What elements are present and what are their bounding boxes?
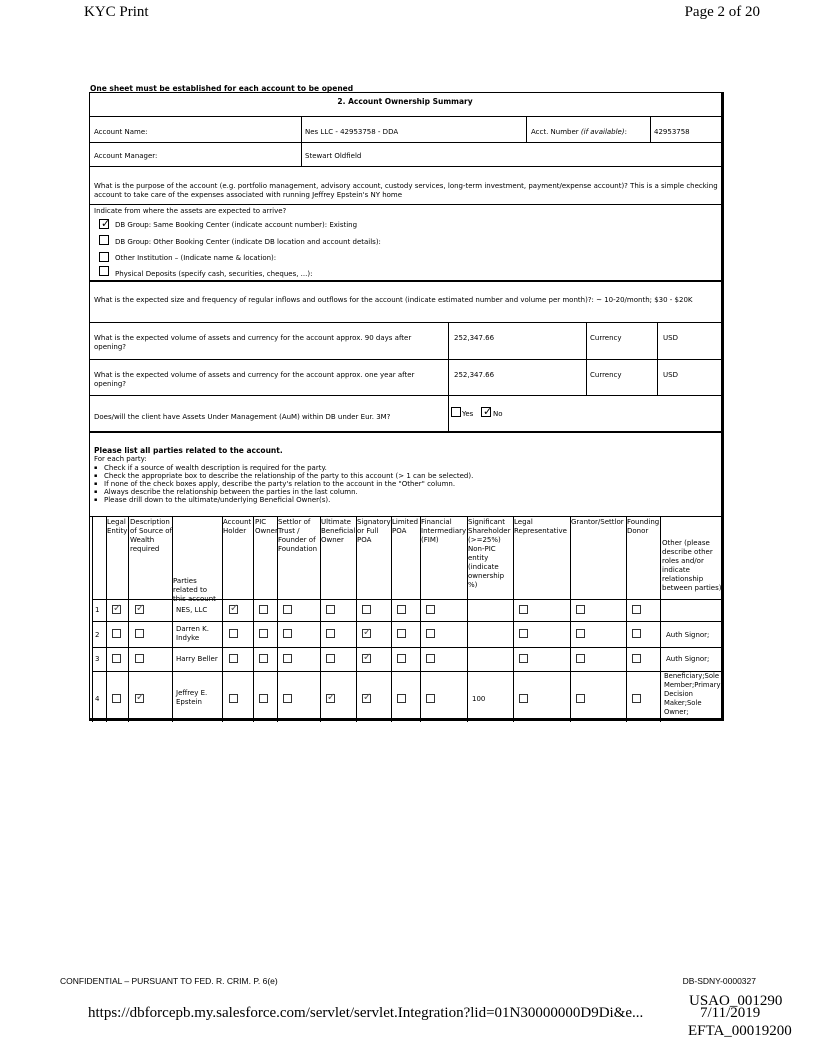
row-number: 3: [95, 655, 100, 663]
row4-settlor-checkbox[interactable]: [283, 694, 292, 703]
row1-legal-entity-checkbox[interactable]: [112, 605, 121, 614]
origin-other-booking-checkbox[interactable]: [99, 235, 109, 245]
instruction-item: ▪ Check if a source of wealth description is required for the party.: [94, 464, 718, 472]
col-header-grantor-settlor: Grantor/Settlor: [571, 518, 624, 526]
row4-legal-entity-checkbox[interactable]: [112, 694, 121, 703]
volume-90-days-amount: 252,347.66: [454, 334, 495, 342]
row3-description-checkbox[interactable]: [135, 654, 144, 663]
row4-founding-donor-checkbox[interactable]: [632, 694, 641, 703]
aum-yes-checkbox[interactable]: [451, 407, 461, 417]
row2-legal-rep-checkbox[interactable]: [519, 629, 528, 638]
efta-stamp: EFTA_00019200: [688, 1023, 792, 1039]
volume-one-year-currency-label: Currency: [590, 371, 622, 379]
print-url: https://dbforcepb.my.salesforce.com/servlet/servlet.Integration?lid=01N30000000D9Di&e...: [88, 1005, 644, 1021]
col-header-legal-representative: Legal Representative: [514, 518, 567, 535]
row1-pic-owner-checkbox[interactable]: [259, 605, 268, 614]
row2-founding-donor-checkbox[interactable]: [632, 629, 641, 638]
col-header-fim: Financial Intermediary (FIM): [421, 518, 467, 544]
row4-grantor-checkbox[interactable]: [576, 694, 585, 703]
row2-pic-owner-checkbox[interactable]: [259, 629, 268, 638]
row2-settlor-checkbox[interactable]: [283, 629, 292, 638]
parties-instructions: [94, 464, 718, 504]
col-header-legal-entity: Legal Entity: [107, 518, 128, 535]
origin-option-label: DB Group: Other Booking Center (indicate DB location and account details):: [115, 238, 381, 246]
origin-option-label: Physical Deposits (specify cash, securities, cheques, ...):: [115, 270, 313, 278]
account-name-value: Nes LLC - 42953758 - DDA: [305, 128, 399, 136]
row3-settlor-checkbox[interactable]: [283, 654, 292, 663]
section-title: 2. Account Ownership Summary: [337, 97, 473, 106]
row1-legal-rep-checkbox[interactable]: [519, 605, 528, 614]
row3-signatory-checkbox[interactable]: [362, 654, 371, 663]
parties-for-each: For each party:: [94, 455, 147, 463]
aum-question: Does/will the client have Assets Under Management (AuM) within DB under Eur. 3M?: [94, 413, 391, 421]
row2-grantor-checkbox[interactable]: [576, 629, 585, 638]
usao-stamp: USAO_001290: [689, 993, 783, 1009]
col-header-account-holder: Account Holder: [223, 518, 252, 535]
col-header-description: Description of Source of Wealth required: [130, 518, 172, 553]
row4-limited-poa-checkbox[interactable]: [397, 694, 406, 703]
sheet-note: One sheet must be established for each account to be opened: [90, 84, 354, 93]
col-header-signatory: Signatory or Full POA: [357, 518, 391, 544]
volume-one-year-currency: USD: [663, 371, 678, 379]
row3-fim-checkbox[interactable]: [426, 654, 435, 663]
col-header-settlor: Settlor of Trust / Founder of Foundation: [278, 518, 318, 553]
bates-number: DB-SDNY-0000327: [682, 976, 756, 986]
row4-pic-owner-checkbox[interactable]: [259, 694, 268, 703]
col-header-other: Other (please describe other roles and/or indicate relationship between parties): [662, 539, 722, 592]
row3-account-holder-checkbox[interactable]: [229, 654, 238, 663]
origin-physical-deposits-checkbox[interactable]: [99, 266, 109, 276]
row2-fim-checkbox[interactable]: [426, 629, 435, 638]
parties-intro-title: Please list all parties related to the account.: [94, 446, 283, 455]
instruction-item: ▪ Please drill down to the ultimate/underlying Beneficial Owner(s).: [94, 496, 718, 504]
col-header-significant-shareholder: Significant Shareholder (>=25%) Non-PIC entity (indicate ownership %): [468, 518, 511, 589]
row4-legal-rep-checkbox[interactable]: [519, 694, 528, 703]
row2-signatory-checkbox[interactable]: [362, 629, 371, 638]
row3-pic-owner-checkbox[interactable]: [259, 654, 268, 663]
party-name: Harry Beller: [176, 655, 218, 663]
row1-limited-poa-checkbox[interactable]: [397, 605, 406, 614]
col-header-ubo: Ultimate Beneficial Owner: [321, 518, 356, 544]
print-header-title: KYC Print: [84, 4, 149, 20]
instruction-item: ▪ Check the appropriate box to describe the relationship of the party to this account (> 1 can be selected).: [94, 472, 718, 480]
volume-90-days-currency: USD: [663, 334, 678, 342]
volume-90-days-question: What is the expected volume of assets and currency for the account approx. 90 days after opening?: [94, 334, 412, 351]
row3-limited-poa-checkbox[interactable]: [397, 654, 406, 663]
row-number: 1: [95, 606, 100, 614]
row1-settlor-checkbox[interactable]: [283, 605, 292, 614]
col-header-founding-donor: Founding Donor: [627, 518, 660, 535]
page-number: Page 2 of 20: [684, 4, 760, 20]
account-ownership-form: [89, 92, 724, 721]
origin-option-label: DB Group: Same Booking Center (indicate account number): Existing: [115, 221, 358, 229]
confidential-notice: CONFIDENTIAL – PURSUANT TO FED. R. CRIM. P. 6(e): [60, 976, 278, 986]
aum-yes-label: Yes: [462, 410, 474, 418]
account-name-label: Account Name:: [94, 128, 148, 136]
row2-legal-entity-checkbox[interactable]: [112, 629, 121, 638]
account-number-label: Acct. Number (if available):: [531, 128, 627, 136]
party-name: Darren K. Indyke: [176, 625, 209, 642]
row3-ubo-checkbox[interactable]: [326, 654, 335, 663]
row1-fim-checkbox[interactable]: [426, 605, 435, 614]
account-manager-label: Account Manager:: [94, 152, 158, 160]
row4-fim-checkbox[interactable]: [426, 694, 435, 703]
row3-other: Auth Signor;: [666, 655, 710, 663]
row2-limited-poa-checkbox[interactable]: [397, 629, 406, 638]
origin-option-label: Other Institution – (Indicate name & location):: [115, 254, 277, 262]
row4-account-holder-checkbox[interactable]: [229, 694, 238, 703]
row4-description-checkbox[interactable]: [135, 694, 144, 703]
assets-origin-question: Indicate from where the assets are expected to arrive?: [94, 207, 287, 215]
instruction-item: ▪ If none of the check boxes apply, describe the party's relation to the account in the "Other" column.: [94, 480, 718, 488]
origin-same-booking-checkbox[interactable]: [99, 219, 109, 229]
row2-other: Auth Signor;: [666, 631, 710, 639]
row1-description-checkbox[interactable]: [135, 605, 144, 614]
inflows-outflows-question: What is the expected size and frequency of regular inflows and outflows for the account (indicate estimated number and volume per month)?: ~ 10-20/month; $30 - $20K: [94, 296, 693, 304]
row3-legal-rep-checkbox[interactable]: [519, 654, 528, 663]
volume-90-days-currency-label: Currency: [590, 334, 622, 342]
account-manager-value: Stewart Oldfield: [305, 152, 362, 160]
row3-legal-entity-checkbox[interactable]: [112, 654, 121, 663]
row4-ownership-percent: 100: [472, 695, 486, 703]
row1-signatory-checkbox[interactable]: [362, 605, 371, 614]
row4-signatory-checkbox[interactable]: [362, 694, 371, 703]
row-number: 2: [95, 631, 100, 639]
col-header-limited-poa: Limited POA: [392, 518, 419, 535]
row-number: 4: [95, 695, 100, 703]
col-header-parties: Parties related to this account: [173, 577, 216, 603]
origin-other-institution-checkbox[interactable]: [99, 252, 109, 262]
account-purpose: What is the purpose of the account (e.g. portfolio management, advisory account, custody services, long-term investment, payment/expense account)? This is a simple checking account to take care of the expenses associated with running Jeffrey Epstein's NY home: [94, 182, 718, 199]
row2-description-checkbox[interactable]: [135, 629, 144, 638]
row1-grantor-checkbox[interactable]: [576, 605, 585, 614]
row2-ubo-checkbox[interactable]: [326, 629, 335, 638]
row1-ubo-checkbox[interactable]: [326, 605, 335, 614]
aum-no-label: No: [493, 410, 503, 418]
row4-ubo-checkbox[interactable]: [326, 694, 335, 703]
account-number-value: 42953758: [654, 128, 690, 136]
row1-account-holder-checkbox[interactable]: [229, 605, 238, 614]
party-name: NES, LLC: [176, 606, 208, 614]
print-date: 7/11/2019: [700, 1005, 761, 1021]
instruction-item: ▪ Always describe the relationship between the parties in the last column.: [94, 488, 718, 496]
row3-founding-donor-checkbox[interactable]: [632, 654, 641, 663]
col-header-pic-owner: PIC Owner: [255, 518, 278, 535]
row1-founding-donor-checkbox[interactable]: [632, 605, 641, 614]
row3-grantor-checkbox[interactable]: [576, 654, 585, 663]
aum-no-checkbox[interactable]: [481, 407, 491, 417]
row2-account-holder-checkbox[interactable]: [229, 629, 238, 638]
volume-one-year-question: What is the expected volume of assets and currency for the account approx. one year after opening?: [94, 371, 415, 388]
row4-other: Beneficiary;Sole Member;Primary Decision Maker;Sole Owner;: [664, 672, 721, 716]
party-name: Jeffrey E. Epstein: [176, 689, 208, 706]
volume-one-year-amount: 252,347.66: [454, 371, 495, 379]
